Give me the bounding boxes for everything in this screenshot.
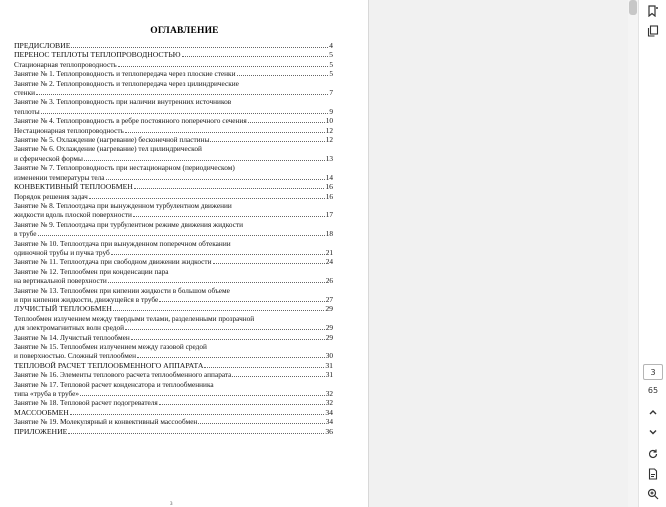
toc-dot-leader bbox=[111, 254, 325, 255]
toc-entry-text: Занятие № 1. Теплопроводность и теплопередача через плоские стенки bbox=[14, 69, 236, 79]
toc-entry-text: Стационарная теплопроводность bbox=[14, 59, 117, 69]
toc-entry-continuation: и при кипении жидкости, движущейся в трубе bbox=[14, 294, 159, 304]
toc-entry[interactable] bbox=[14, 60, 333, 69]
toc-entry-text: Занятие № 6. Охлаждение (нагревание) тел цилиндрической bbox=[14, 144, 202, 154]
toc-entry[interactable] bbox=[14, 257, 333, 266]
toc-dot-leader bbox=[89, 198, 325, 199]
toc-dot-leader bbox=[125, 132, 325, 133]
toc-entry[interactable] bbox=[14, 126, 333, 135]
toc-entry-text: ПЕРЕНОС ТЕПЛОТЫ ТЕПЛОПРОВОДНОСТЬЮ bbox=[14, 50, 181, 60]
toc-page-number: 34 bbox=[325, 407, 333, 417]
toc-entry[interactable] bbox=[14, 116, 333, 125]
toc-dot-leader bbox=[131, 339, 325, 340]
toc-page-number: 21 bbox=[325, 247, 333, 257]
toc-entry-text: Занятие № 16. Элементы теплового расчета теплообменного аппарата bbox=[14, 370, 232, 380]
toc-dot-leader bbox=[159, 301, 324, 302]
toc-entry[interactable] bbox=[14, 333, 333, 342]
toc-page-number: 13 bbox=[325, 153, 333, 163]
toc-entry-continuation: и поверхностью. Сложный теплообмен bbox=[14, 351, 137, 361]
toc-page-number: 10 bbox=[325, 116, 333, 126]
toc-dot-leader bbox=[182, 56, 329, 57]
toc-entry[interactable] bbox=[14, 220, 333, 239]
toc-entry-text: ТЕПЛОВОЙ РАСЧЕТ ТЕПЛООБМЕННОГО АППАРАТА bbox=[14, 360, 204, 370]
toc-dot-leader bbox=[71, 47, 328, 48]
toc-entry-text: Теплообмен излучением между твердыми телами, разделенными прозрачной bbox=[14, 313, 255, 323]
toc-entry[interactable] bbox=[14, 201, 333, 220]
toc-entry-text: ПРЕДИСЛОВИЕ bbox=[14, 41, 71, 50]
toc-page-number: 18 bbox=[325, 229, 333, 239]
toc-entry-text: Занятие № 3. Теплопроводность при наличии внутренних источников bbox=[14, 97, 232, 107]
toc-page-number: 30 bbox=[325, 351, 333, 361]
toc-entry-continuation: в трубе bbox=[14, 229, 37, 239]
page-title: ОГЛАВЛЕНИЕ bbox=[150, 26, 219, 36]
toc-page-number: 31 bbox=[325, 370, 333, 380]
toc-dot-leader bbox=[84, 160, 325, 161]
toc-entry-text: Нестационарная теплопроводность bbox=[14, 125, 124, 135]
toc-dot-leader bbox=[133, 216, 325, 217]
toc-entry[interactable] bbox=[14, 192, 333, 201]
toc-page-number: 5 bbox=[329, 50, 333, 60]
toc-entry[interactable] bbox=[14, 417, 333, 426]
scrollbar-thumb[interactable] bbox=[629, 0, 637, 15]
toc-dot-leader bbox=[70, 414, 324, 415]
toc-entry[interactable] bbox=[14, 79, 333, 98]
toc-page-number: 14 bbox=[325, 172, 333, 182]
toc-section[interactable] bbox=[14, 41, 333, 50]
toc-entry-text: Занятие № 5. Охлаждение (нагревание) бесконечной пластины bbox=[14, 135, 210, 145]
toc-page-number: 12 bbox=[325, 135, 333, 145]
toc-dot-leader bbox=[68, 433, 324, 434]
toc-page-number: 34 bbox=[325, 417, 333, 427]
toc-entry-text: Порядок решения задач bbox=[14, 191, 88, 201]
toc-entry-continuation: на вертикальной поверхности bbox=[14, 276, 107, 286]
toc-dot-leader bbox=[118, 66, 329, 67]
toc-entry-continuation: изменении температуры тела bbox=[14, 172, 105, 182]
toc-entry-text: МАССООБМЕН bbox=[14, 407, 69, 417]
copy-icon[interactable] bbox=[646, 24, 660, 38]
toc-entry-text: Занятие № 10. Теплоотдача при вынужденном поперечном обтекании bbox=[14, 238, 231, 248]
toc-dot-leader bbox=[38, 235, 325, 236]
toc-dot-leader bbox=[106, 179, 325, 180]
toc-entry-text: Занятие № 15. Теплообмен излучением между газовой средой bbox=[14, 342, 207, 351]
toc-entry[interactable] bbox=[14, 342, 333, 361]
rotate-icon[interactable] bbox=[646, 447, 660, 461]
toc-section[interactable] bbox=[14, 304, 333, 313]
toc-entry[interactable] bbox=[14, 97, 333, 116]
toc-entry-continuation: для электромагнитных волн средой bbox=[14, 323, 124, 333]
toc-entry-continuation: одиночной трубы и пучка труб bbox=[14, 247, 110, 257]
toc-entry-continuation: типа «труба в трубе» bbox=[14, 389, 80, 399]
toc-entry[interactable] bbox=[14, 286, 333, 305]
toc-entry[interactable] bbox=[14, 380, 333, 399]
toc-page-number: 5 bbox=[329, 69, 333, 79]
toc-dot-leader bbox=[213, 263, 325, 264]
total-pages: 65 bbox=[647, 386, 659, 395]
toc-entry-text: Занятие № 8. Теплоотдача при вынужденном турбулентном движении bbox=[14, 200, 232, 210]
toc-entry-text: Занятие № 9. Теплоотдача при турбулентном режиме движения жидкости bbox=[14, 219, 244, 229]
toc-page-number: 27 bbox=[325, 294, 333, 304]
toc-entry-text: Занятие № 2. Теплопроводность и теплопередача через цилиндрические bbox=[14, 78, 239, 88]
toc-page-number: 24 bbox=[325, 257, 333, 267]
toc-dot-leader bbox=[36, 94, 328, 95]
toc-entry[interactable] bbox=[14, 370, 333, 379]
toc-entry[interactable] bbox=[14, 239, 333, 258]
toc-page-number: 7 bbox=[329, 88, 333, 98]
toc-page-number: 29 bbox=[325, 304, 333, 314]
toc-entry-continuation: жидкости вдоль плоской поверхности bbox=[14, 210, 132, 220]
right-toolbar bbox=[638, 0, 666, 507]
toc-page-number: 5 bbox=[329, 59, 333, 69]
toc-entry-text: Занятие № 13. Теплообмен при кипении жидкости в большом объеме bbox=[14, 285, 230, 295]
toc-entry-text: Занятие № 12. Теплообмен при конденсации пара bbox=[14, 266, 169, 276]
bookmark-icon[interactable] bbox=[646, 4, 660, 18]
toc-page-number: 29 bbox=[325, 332, 333, 342]
toc-entry[interactable] bbox=[14, 135, 333, 144]
chevron-down-icon[interactable] bbox=[646, 425, 660, 439]
toc-page-number: 16 bbox=[325, 191, 333, 201]
toc-entry-text: Занятие № 7. Теплопроводность при нестационарном (периодическом) bbox=[14, 163, 235, 173]
toc-entry-text: Занятие № 17. Тепловой расчет конденсатора и теплообменника bbox=[14, 379, 214, 389]
page-footer-number: 3 bbox=[170, 502, 173, 507]
toc-entry[interactable] bbox=[14, 398, 333, 407]
toc-page-number: 12 bbox=[325, 125, 333, 135]
toc-entry-text: ЛУЧИСТЫЙ ТЕПЛООБМЕН bbox=[14, 304, 112, 314]
toc-entry-text: Занятие № 19. Молекулярный и конвективный массообмен bbox=[14, 417, 198, 427]
toc-dot-leader bbox=[159, 404, 325, 405]
toc-entry-continuation: теплоты bbox=[14, 106, 40, 116]
toc-entry[interactable] bbox=[14, 163, 333, 182]
toc-dot-leader bbox=[134, 188, 324, 189]
toc-dot-leader bbox=[204, 367, 324, 368]
toc-page-number: 26 bbox=[325, 276, 333, 286]
toc-dot-leader bbox=[198, 423, 324, 424]
toc-dot-leader bbox=[237, 75, 329, 76]
toc-page-number: 32 bbox=[325, 398, 333, 408]
toc-dot-leader bbox=[210, 141, 324, 142]
toc-entry-text: Занятие № 18. Тепловой расчет подогревателя bbox=[14, 398, 158, 408]
toc-page-number: 9 bbox=[329, 106, 333, 116]
page-number-input[interactable]: 3 bbox=[643, 364, 663, 380]
toc-dot-leader bbox=[232, 376, 324, 377]
chevron-up-icon[interactable] bbox=[646, 405, 660, 419]
toc-section[interactable] bbox=[14, 408, 333, 417]
toc-entry[interactable] bbox=[14, 144, 333, 163]
toc-entry-continuation: стенки bbox=[14, 88, 36, 98]
toc-page-number: 36 bbox=[325, 426, 333, 436]
toc-entry[interactable] bbox=[14, 267, 333, 286]
toc-page-number: 29 bbox=[325, 323, 333, 333]
toc-entry[interactable] bbox=[14, 314, 333, 333]
toc-entry-text: ПРИЛОЖЕНИЕ bbox=[14, 426, 68, 436]
zoom-in-icon[interactable] bbox=[646, 487, 660, 501]
download-icon[interactable] bbox=[646, 467, 660, 481]
toc-section[interactable] bbox=[14, 427, 333, 436]
toc-entry[interactable] bbox=[14, 69, 333, 78]
toc-dot-leader bbox=[80, 395, 325, 396]
toc-entry-text: Занятие № 14. Лучистый теплообмен bbox=[14, 332, 130, 342]
toc-dot-leader bbox=[248, 122, 325, 123]
toc-dot-leader bbox=[108, 282, 325, 283]
toc-dot-leader bbox=[113, 310, 324, 311]
toc-dot-leader bbox=[41, 113, 329, 114]
toc-dot-leader bbox=[137, 357, 325, 358]
toc-dot-leader bbox=[125, 329, 325, 330]
toc-page-number: 4 bbox=[329, 41, 333, 50]
toc-entry-text: КОНВЕКТИВНЫЙ ТЕПЛООБМЕН bbox=[14, 182, 133, 192]
toc-entry-text: Занятие № 11. Теплоотдача при свободном движении жидкости bbox=[14, 257, 212, 267]
toc-page-number: 32 bbox=[325, 389, 333, 399]
toc-page-number: 16 bbox=[325, 182, 333, 192]
toc-page-number: 17 bbox=[325, 210, 333, 220]
toc-page-number: 31 bbox=[325, 360, 333, 370]
table-of-contents bbox=[14, 41, 333, 436]
toc-section[interactable] bbox=[14, 50, 333, 59]
toc-entry-text: Занятие № 4. Теплопроводность в ребре постоянного поперечного сечения bbox=[14, 116, 247, 126]
vertical-scrollbar[interactable] bbox=[628, 0, 638, 507]
toc-section[interactable] bbox=[14, 361, 333, 370]
toc-entry-continuation: и сферической формы bbox=[14, 153, 83, 163]
toc-section[interactable] bbox=[14, 182, 333, 191]
